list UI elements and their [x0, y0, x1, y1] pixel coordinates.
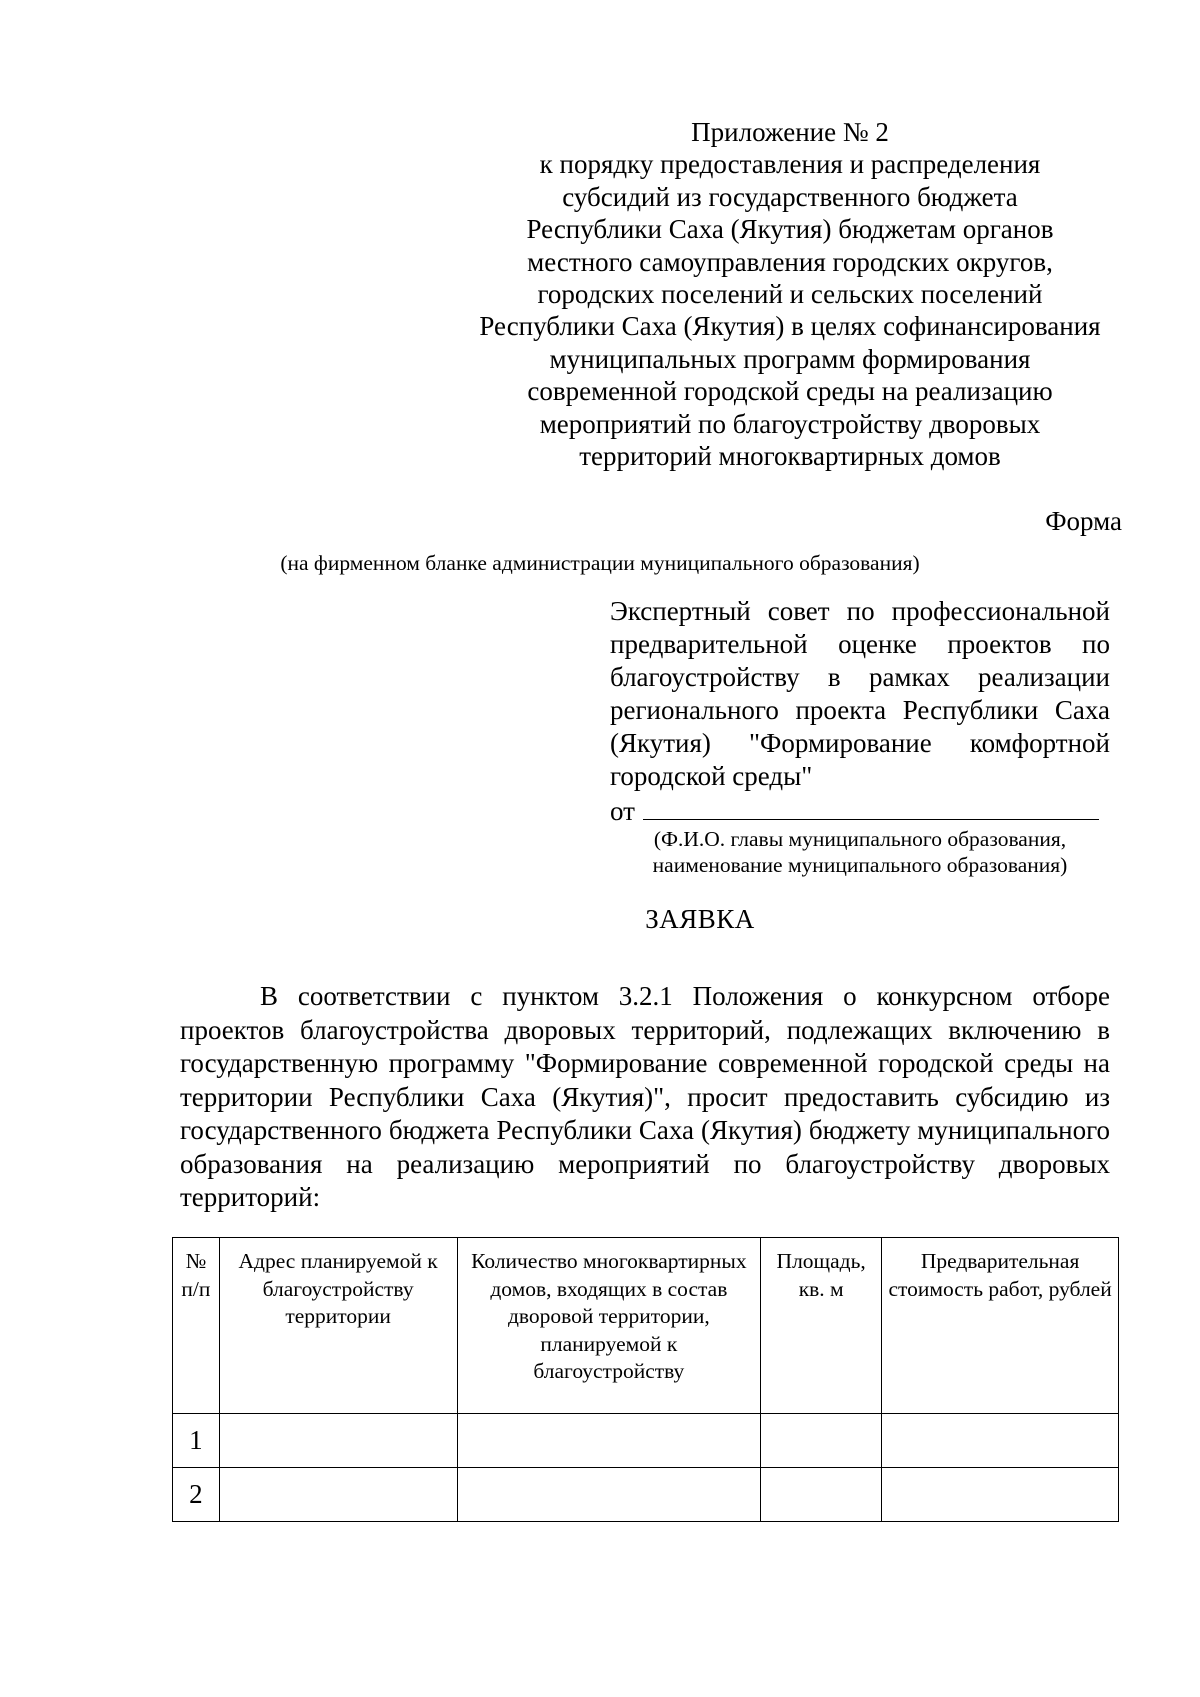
request-table [172, 1237, 1119, 1522]
appendix-line: современной городской среды на реализацию [527, 376, 1053, 407]
cell-area[interactable] [761, 1468, 882, 1522]
appendix-line: местного самоуправления городских округов, [527, 246, 1053, 277]
letterhead-note: (на фирменном бланке администрации муниципального образования) [280, 551, 920, 575]
from-line [610, 793, 1110, 828]
cell-address[interactable] [219, 1468, 457, 1522]
header-number: № п/п [173, 1238, 220, 1414]
table-row [173, 1468, 1119, 1522]
header-address: Адрес планируемой к благоустройству территории [219, 1238, 457, 1414]
appendix-line: мероприятий по благоустройству дворовых [539, 408, 1041, 439]
appendix-line: городских поселений и сельских поселений [537, 279, 1043, 310]
appendix-header [455, 116, 1125, 472]
appendix-line: территорий многоквартирных домов [579, 441, 1001, 472]
table-header-row [173, 1238, 1119, 1414]
document-title: ЗАЯВКА [645, 904, 755, 934]
header-area: Площадь, кв. м [761, 1238, 882, 1414]
cell-number: 2 [173, 1468, 220, 1522]
appendix-line: Приложение № 2 [691, 117, 889, 147]
appendix-line: к порядку предоставления и распределения [539, 149, 1041, 180]
appendix-line: Республики Саха (Якутия) в целях софинансирования [479, 311, 1101, 342]
appendix-line: субсидий из государственного бюджета [562, 181, 1018, 212]
form-label: Форма [1045, 506, 1122, 536]
from-blank-field[interactable] [643, 793, 1099, 820]
addressee-text: Экспертный совет по профессиональной предварительной оценке проектов по благоустройству в рамках реализации регионального проекта Республики Саха (Якутия) "Формирование комфортной городской среды" [610, 596, 1110, 791]
header-cost: Предварительная стоимость работ, рублей [882, 1238, 1119, 1414]
cell-number: 1 [173, 1414, 220, 1468]
from-hint-line: (Ф.И.О. главы муниципального образования, [653, 827, 1067, 851]
cell-cost[interactable] [882, 1414, 1119, 1468]
cell-area[interactable] [761, 1414, 882, 1468]
cell-building-count[interactable] [457, 1414, 761, 1468]
cell-address[interactable] [219, 1414, 457, 1468]
from-hint-line: наименование муниципального образования) [652, 853, 1068, 877]
table-row [173, 1414, 1119, 1468]
cell-building-count[interactable] [457, 1468, 761, 1522]
appendix-line: муниципальных программ формирования [549, 343, 1031, 374]
from-hint [610, 826, 1110, 878]
appendix-line: Республики Саха (Якутия) бюджетам органов [526, 214, 1054, 245]
from-label: от [610, 796, 635, 826]
cell-cost[interactable] [882, 1468, 1119, 1522]
request-body-text: В соответствии с пунктом 3.2.1 Положения о конкурсном отборе проектов благоустройства дворовых территорий, подлежащих включению в государственную программу "Формирование современной городской среды на территории Республики Саха (Якутия)", просит предоставить субсидию из государственного бюджета Республики Саха (Якутия) бюджету муниципального образования на реализацию мероприятий по благоустройству дворовых территорий: [180, 981, 1110, 1212]
header-building-count: Количество многоквартирных домов, входящих в состав дворовой территории, планируемой к благоустройству [457, 1238, 761, 1414]
